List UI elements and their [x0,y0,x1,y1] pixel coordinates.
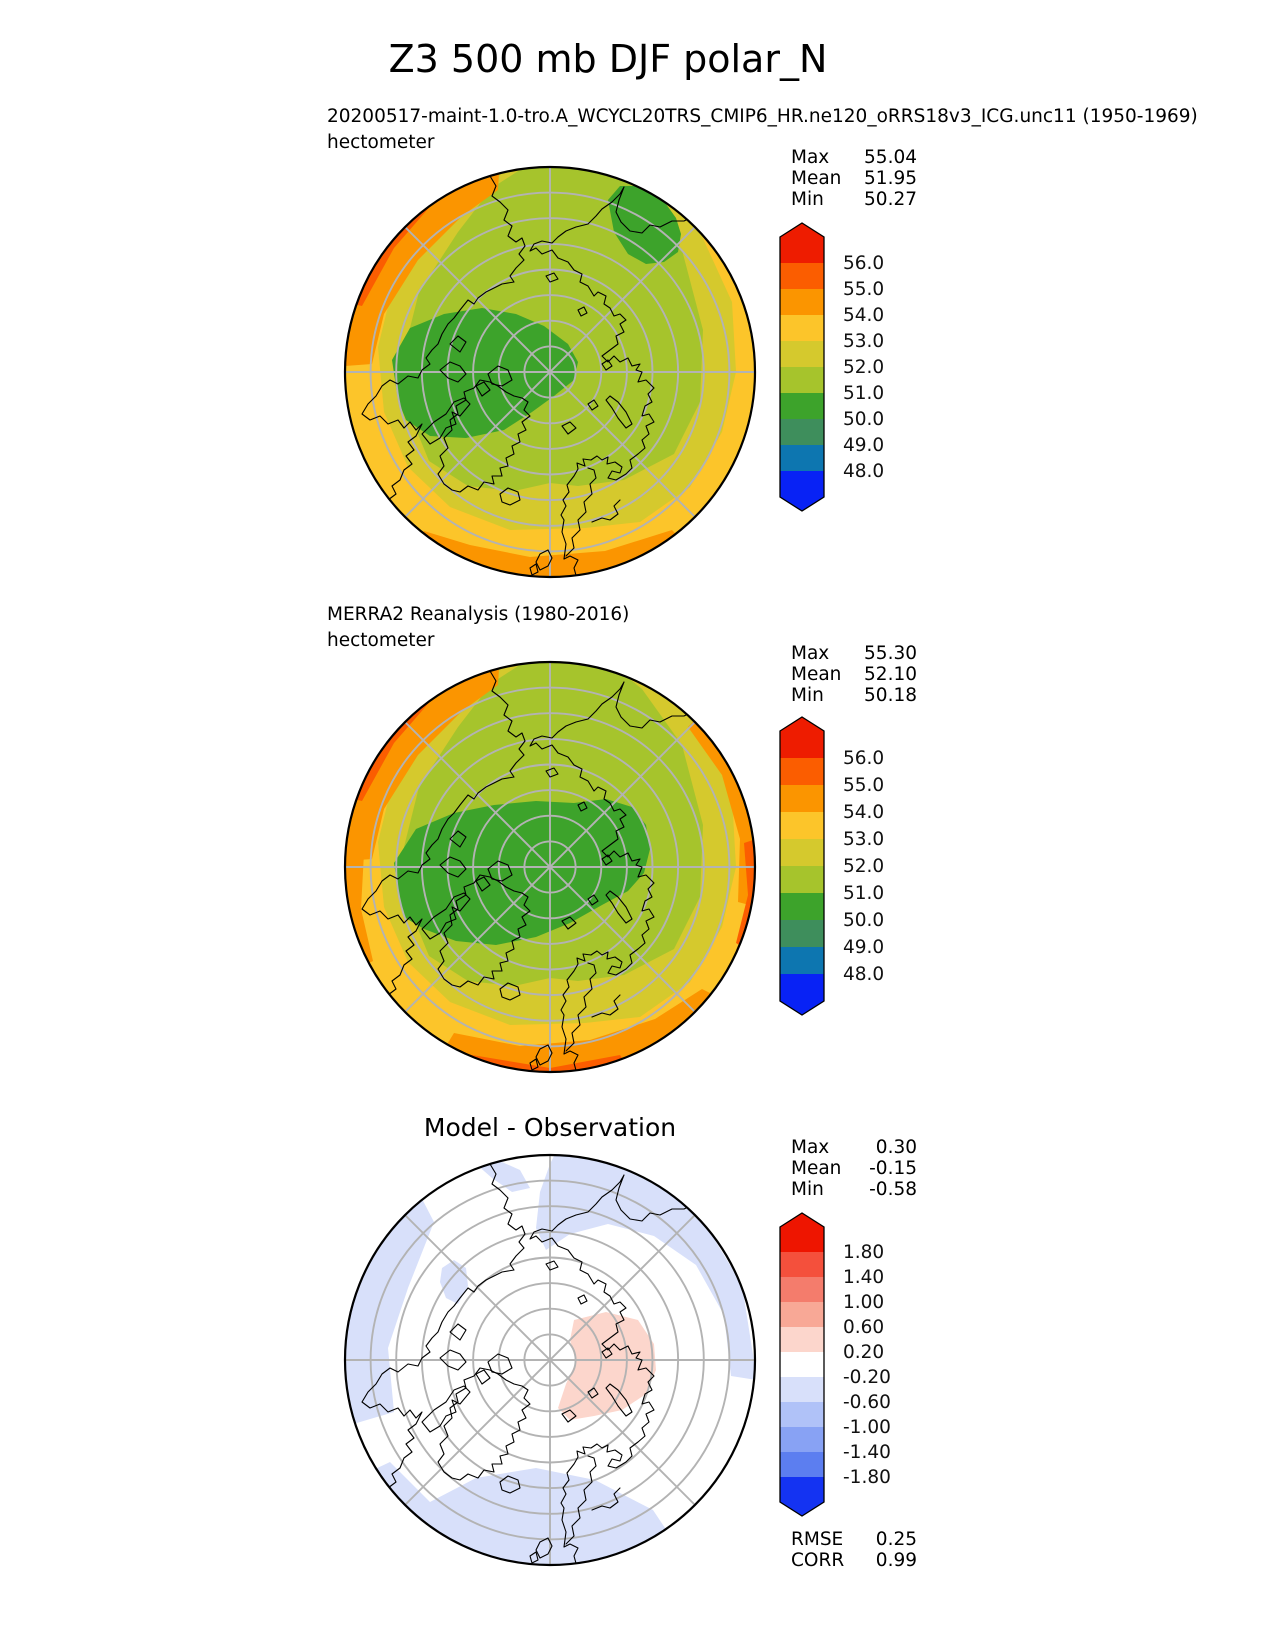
panel2-subtitle: MERRA2 Reanalysis (1980-2016) [327,604,630,625]
svg-text:51.0: 51.0 [843,383,885,404]
svg-text:-1.40: -1.40 [843,1442,891,1463]
svg-text:-1.00: -1.00 [843,1417,891,1438]
diff-colorbar [780,1213,900,1516]
diff-map-fills [340,1148,757,1578]
svg-text:56.0: 56.0 [843,253,885,274]
panel3-stat-value-mean: -0.15 [869,1158,917,1179]
model-colorbar-ticks [843,253,884,482]
figure-title: Z3 500 mb DJF polar_N [388,37,828,81]
svg-text:50.0: 50.0 [843,409,885,430]
diff-colorbar-segments [780,1213,824,1516]
svg-text:52.0: 52.0 [843,856,885,877]
svg-text:51.0: 51.0 [843,883,885,904]
svg-text:55.0: 55.0 [843,775,885,796]
obs-map [343,660,757,1074]
svg-text:50.0: 50.0 [843,910,885,931]
diff-map [343,1153,757,1567]
obs-colorbar-segments [780,717,824,1015]
svg-text:48.0: 48.0 [843,964,885,985]
svg-text:49.0: 49.0 [843,435,885,456]
svg-text:-0.20: -0.20 [843,1367,891,1388]
panel2-stat-value-max: 55.30 [864,643,917,664]
svg-text:-0.60: -0.60 [843,1392,891,1413]
panel2-stat-label-max: Max [791,643,830,664]
panel1-stat-value-min: 50.27 [864,189,917,210]
obs-colorbar [780,717,900,1015]
panel3-metric-value-rmse: 0.25 [875,1529,917,1550]
model-colorbar-segments [780,223,824,511]
svg-text:1.80: 1.80 [843,1242,885,1263]
panel3-stat-label-mean: Mean [791,1158,842,1179]
panel1-stat-label-min: Min [791,189,824,210]
obs-map-fills [332,652,760,1085]
panel3-title: Model - Observation [423,1113,677,1142]
panel1-stat-label-max: Max [791,147,830,168]
panel3-metric-label-corr: CORR [791,1550,845,1571]
model-map [343,165,757,579]
panel2-stat-value-min: 50.18 [864,685,917,706]
model-map-fills [332,157,755,590]
panel3-metric-label-rmse: RMSE [791,1529,844,1550]
svg-text:56.0: 56.0 [843,748,885,769]
svg-text:54.0: 54.0 [843,802,885,823]
panel1-stat-label-mean: Mean [791,168,842,189]
obs-colorbar-ticks [843,748,884,985]
panel2-units: hectometer [327,630,435,651]
panel1-subtitle: 20200517-maint-1.0-tro.A_WCYCL20TRS_CMIP6_HR.ne120_oRRS18v3_ICG.unc11 (1950-1969) [327,106,1198,127]
svg-text:49.0: 49.0 [843,937,885,958]
svg-text:1.00: 1.00 [843,1292,885,1313]
panel3-stat-value-min: -0.58 [869,1179,917,1200]
panel1-units: hectometer [327,132,435,153]
panel3-stat-value-max: 0.30 [875,1137,917,1158]
svg-text:53.0: 53.0 [843,829,885,850]
svg-text:48.0: 48.0 [843,461,885,482]
svg-text:54.0: 54.0 [843,305,885,326]
svg-text:55.0: 55.0 [843,279,885,300]
panel3-stat-label-max: Max [791,1137,830,1158]
svg-text:0.20: 0.20 [843,1342,885,1363]
svg-text:52.0: 52.0 [843,357,885,378]
panel1-stat-value-mean: 51.95 [864,168,917,189]
svg-text:53.0: 53.0 [843,331,885,352]
panel1-stat-value-max: 55.04 [864,147,917,168]
svg-text:-1.80: -1.80 [843,1467,891,1488]
panel2-stat-label-min: Min [791,685,824,706]
panel2-stat-label-mean: Mean [791,664,842,685]
diff-colorbar-ticks [843,1242,891,1488]
panel3-metric-value-corr: 0.99 [875,1550,917,1571]
model-colorbar [780,223,900,511]
panel3-stat-label-min: Min [791,1179,824,1200]
panel2-stat-value-mean: 52.10 [864,664,917,685]
svg-text:1.40: 1.40 [843,1267,885,1288]
svg-text:0.60: 0.60 [843,1317,885,1338]
